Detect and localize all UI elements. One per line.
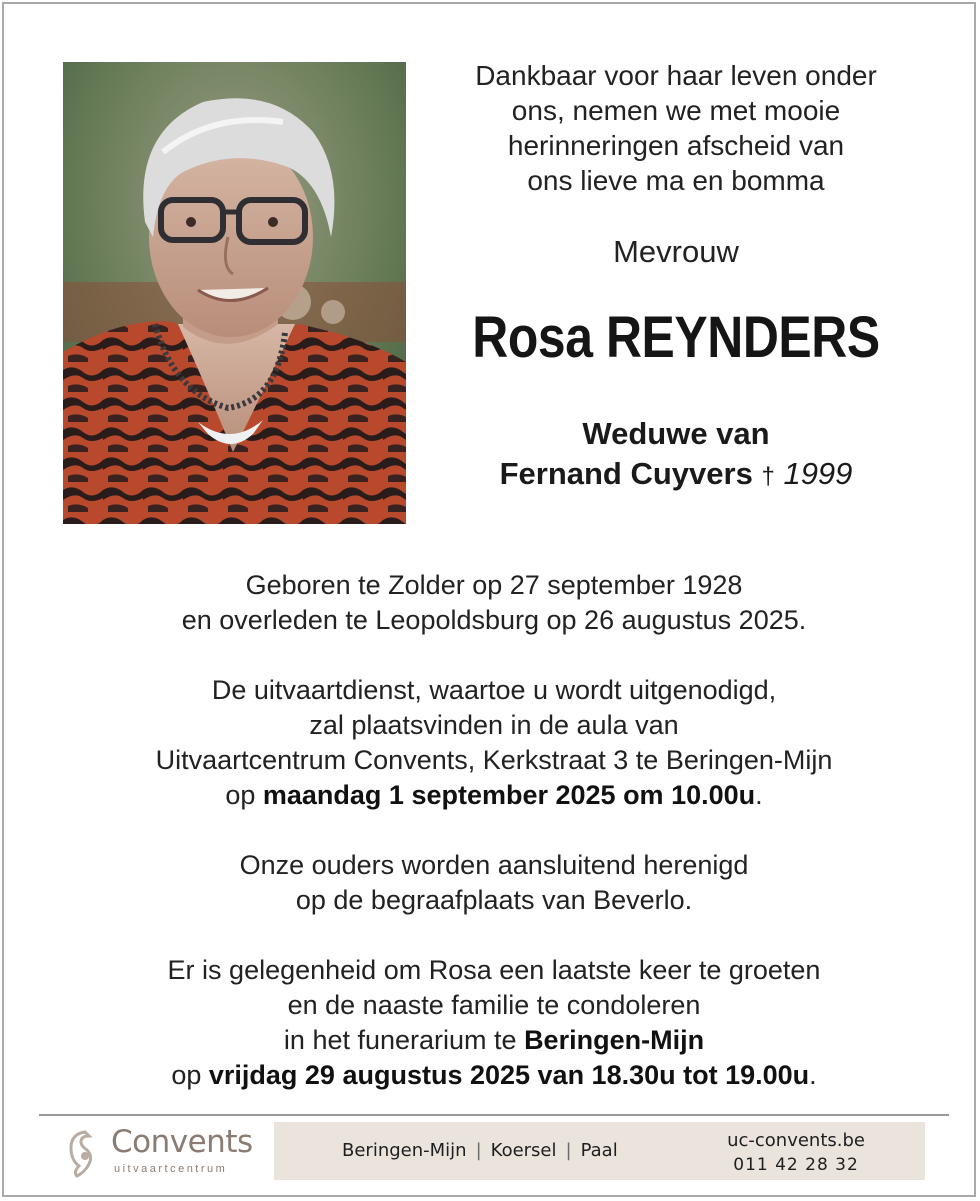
cross-icon: † (761, 463, 775, 490)
service-date-suffix: . (755, 780, 763, 810)
portrait-illustration (63, 62, 406, 524)
location-separator: | (475, 1140, 482, 1161)
location-item: Beringen-Mijn (342, 1140, 467, 1161)
visitation-line: Er is gelegenheid om Rosa een laatste keer te groeten (167, 955, 821, 985)
visitation-place-line (44, 1023, 944, 1058)
service-date-prefix: op (225, 780, 256, 810)
visitation-paragraph (44, 953, 944, 1093)
location-item: Koersel (490, 1140, 557, 1161)
visitation-date-line (44, 1058, 944, 1093)
visitation-line: en de naaste familie te condoleren (287, 990, 701, 1020)
honorific: Mevrouw (613, 234, 739, 269)
visitation-date-suffix: . (809, 1060, 817, 1090)
footer-divider (39, 1114, 949, 1116)
widow-label: Weduwe van (582, 416, 770, 451)
widow-info (424, 414, 928, 497)
spouse-name: Fernand Cuyvers (499, 456, 753, 491)
service-line: De uitvaartdienst, waartoe u wordt uitgenodigd, (211, 675, 777, 705)
intro-line: ons lieve ma en bomma (527, 165, 825, 196)
announcement-body (44, 568, 944, 1128)
logo-mark-icon (65, 1128, 97, 1178)
phone-number[interactable]: 011 42 28 32 (733, 1155, 859, 1175)
footer-band (274, 1122, 925, 1180)
contact-info (727, 1128, 865, 1178)
death-line: en overleden te Leopoldsburg op 26 augustus 2025. (181, 605, 807, 635)
intro-line: herinneringen afscheid van (507, 130, 845, 161)
spouse-death-year: 1999 (783, 456, 853, 491)
visitation-place-prefix: in het funerarium te (283, 1025, 517, 1055)
location-item: Paal (580, 1140, 618, 1161)
burial-line: op de begraafplaats van Beverlo. (295, 885, 693, 915)
spouse-line (424, 454, 928, 497)
deceased-name: Rosa REYNDERS (472, 305, 880, 370)
service-line: zal plaatsvinden in de aula van (309, 710, 679, 740)
burial-paragraph (44, 848, 944, 918)
service-paragraph (44, 673, 944, 813)
portrait-photo (63, 62, 406, 524)
service-date-line (44, 778, 944, 813)
intro-line: ons, nemen we met mooie (511, 95, 841, 126)
locations-list (342, 1140, 618, 1161)
visitation-date: vrijdag 29 augustus 2025 van 18.30u tot 19.00u (208, 1060, 810, 1090)
logo-name: Convents (111, 1124, 253, 1160)
intro-text (424, 58, 928, 198)
location-separator: | (565, 1140, 572, 1161)
service-line: Uitvaartcentrum Convents, Kerkstraat 3 te Beringen-Mijn (155, 745, 833, 775)
convents-logo (59, 1122, 269, 1182)
logo-subtitle: uitvaartcentrum (114, 1163, 228, 1175)
website-link[interactable]: uc-convents.be (727, 1130, 865, 1151)
obituary-card (2, 2, 976, 1197)
visitation-place: Beringen-Mijn (524, 1025, 705, 1055)
birth-line: Geboren te Zolder op 27 september 1928 (245, 570, 743, 600)
birth-death-paragraph (44, 568, 944, 638)
intro-line: Dankbaar voor haar leven onder (475, 60, 877, 91)
visitation-date-prefix: op (171, 1060, 202, 1090)
service-date: maandag 1 september 2025 om 10.00u (262, 780, 756, 810)
burial-line: Onze ouders worden aansluitend herenigd (239, 850, 749, 880)
